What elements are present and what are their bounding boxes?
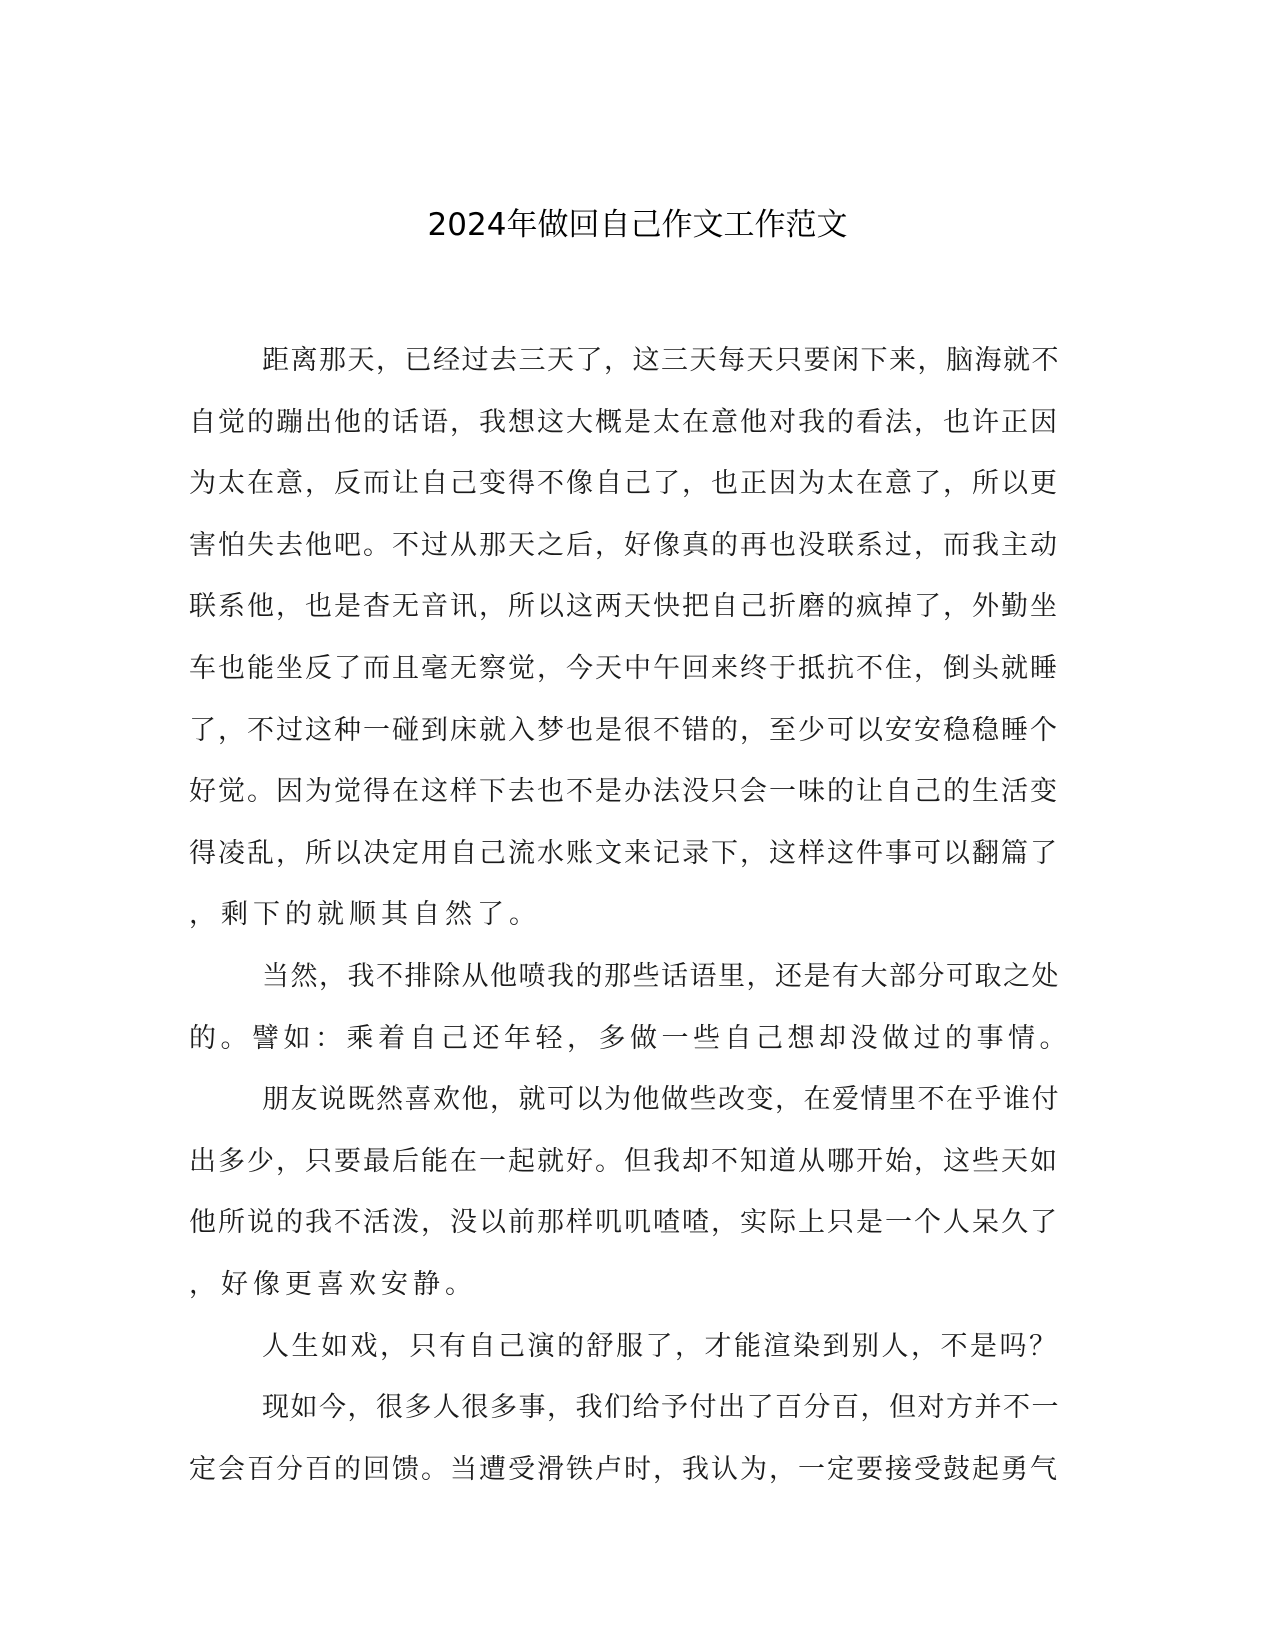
text-line: 人生如戏，只有自己演的舒服了，才能渲染到别人，不是吗？: [262, 1330, 1059, 1362]
text-line: 车也能坐反了而且毫无察觉，今天中午回来终于抵抗不住，倒头就睡: [189, 652, 1059, 684]
text-line: 当然，我不排除从他喷我的那些话语里，还是有大部分可取之处: [262, 960, 1060, 992]
text-line: 距离那天，已经过去三天了，这三天每天只要闲下来，脑海就不: [262, 345, 1060, 376]
text-line: ，剩下的就顺其自然了。: [189, 899, 541, 931]
text-line: 的。譬如：乘着自己还年轻，多做一些自己想却没做过的事情。: [189, 1022, 1071, 1054]
text-line: 得凌乱，所以决定用自己流水账文来记录下，这样这件事可以翻篇了: [189, 837, 1059, 869]
text-line: 联系他，也是杳无音讯，所以这两天快把自己折磨的疯掉了，外勤坐: [189, 591, 1059, 623]
text-line: ，好像更喜欢安静。: [189, 1268, 477, 1300]
text-line: 为太在意，反而让自己变得不像自己了，也正因为太在意了，所以更: [189, 468, 1059, 500]
text-line: 好觉。因为觉得在这样下去也不是办法没只会一味的让自己的生活变: [189, 776, 1059, 808]
text-line: 害怕失去他吧。不过从那天之后，好像真的再也没联系过，而我主动: [189, 529, 1059, 561]
text-line: 朋友说既然喜欢他，就可以为他做些改变，在爱情里不在乎谁付: [262, 1084, 1060, 1116]
text-line: 定会百分百的回馈。当遭受滑铁卢时，我认为，一定要接受鼓起勇气: [189, 1453, 1059, 1485]
text-line: 了，不过这种一碰到床就入梦也是很不错的，至少可以安安稳稳睡个: [189, 714, 1059, 746]
text-line: 他所说的我不活泼，没以前那样叽叽喳喳，实际上只是一个人呆久了: [189, 1207, 1059, 1239]
text-line: 自觉的蹦出他的话语，我想这大概是太在意他对我的看法，也许正因: [189, 406, 1059, 438]
document-title: 2024年做回自己作文工作范文: [427, 207, 848, 243]
document-body: [189, 330, 1071, 1500]
text-line: 出多少，只要最后能在一起就好。但我却不知道从哪开始，这些天如: [189, 1145, 1059, 1177]
text-line: 现如今，很多人很多事，我们给予付出了百分百，但对方并不一: [262, 1392, 1060, 1424]
